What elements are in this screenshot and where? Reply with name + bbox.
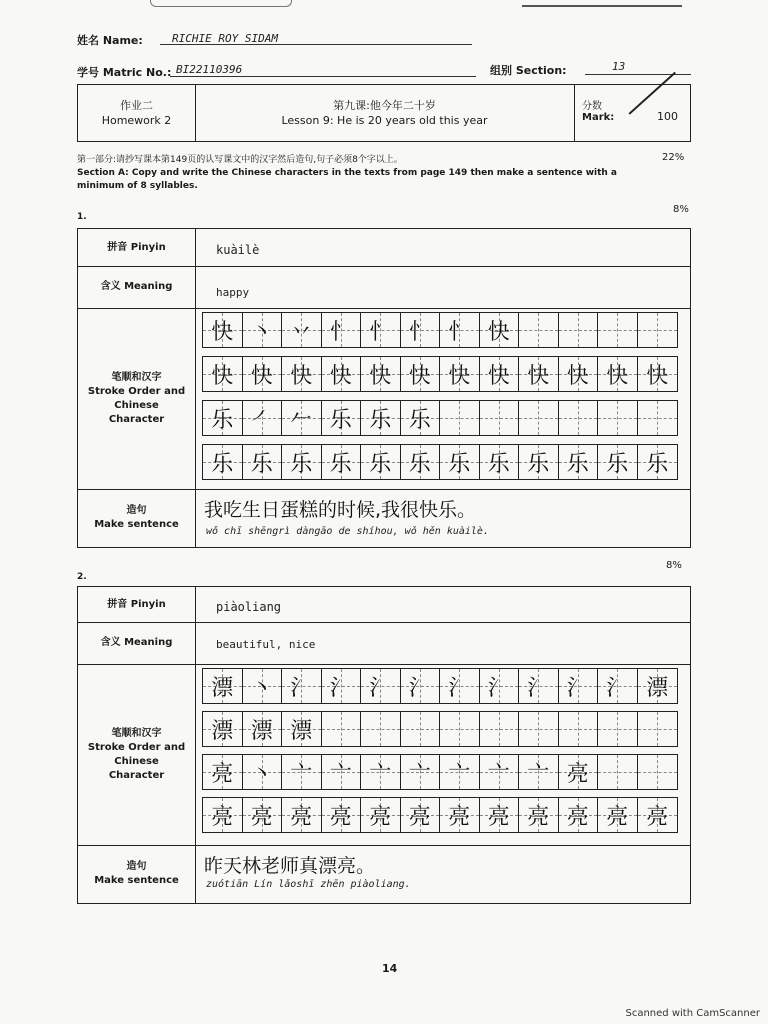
lesson-en: Lesson 9: He is 20 years old this year	[281, 114, 488, 127]
practice-character: 亠	[408, 761, 431, 787]
practice-cell	[243, 755, 283, 789]
practice-cell	[440, 755, 480, 789]
q1-number: 1.	[77, 212, 87, 222]
practice-character: 乐	[448, 451, 471, 477]
practice-character: 忄	[448, 319, 471, 345]
section-underline	[585, 74, 691, 75]
practice-cell	[519, 712, 559, 746]
torn-paper-edge	[150, 0, 292, 7]
q1-grid-row-2	[202, 400, 678, 436]
practice-character: 乐	[329, 451, 352, 477]
q1-meaning-label: 含义 Meaning	[78, 266, 196, 308]
practice-character: 氵	[369, 675, 392, 701]
practice-character: 漂	[290, 718, 313, 744]
q2-meaning-label: 含义 Meaning	[78, 622, 196, 664]
practice-character: 亮	[211, 761, 234, 787]
practice-cell	[440, 357, 480, 391]
practice-character: 氵	[290, 675, 313, 701]
q1-sentence-label	[78, 489, 196, 547]
q2-sentence-pinyin: zuótiān Lín lǎoshī zhēn piàoliang.	[206, 879, 411, 890]
practice-cell	[559, 712, 599, 746]
practice-character: 亮	[408, 804, 431, 830]
q2-stroke-label	[78, 664, 196, 845]
q1-grid-row-3	[202, 444, 678, 480]
practice-character: 乐	[566, 451, 589, 477]
practice-cell	[203, 755, 243, 789]
practice-cell	[361, 669, 401, 703]
practice-cell	[638, 798, 678, 832]
practice-character: 亮	[211, 804, 234, 830]
practice-cell	[203, 401, 243, 435]
q2-sentence-cn: 昨天林老师真漂亮。	[204, 855, 376, 877]
q2-pinyin-value: piàoliang	[216, 600, 282, 614]
practice-cell	[440, 401, 480, 435]
q1-stroke-label	[78, 308, 196, 489]
practice-cell	[361, 313, 401, 347]
mark-en: Mark:	[582, 112, 615, 123]
practice-cell	[322, 712, 362, 746]
q1-meaning-row	[78, 266, 690, 309]
practice-cell	[598, 357, 638, 391]
practice-cell	[282, 712, 322, 746]
practice-character: 忄	[369, 319, 392, 345]
stroke-label-en1: Stroke Order and	[87, 741, 186, 753]
practice-cell	[322, 401, 362, 435]
stroke-label-en2: Chinese	[114, 755, 159, 767]
practice-cell	[480, 401, 520, 435]
sentence-label-en: Make sentence	[94, 519, 179, 530]
practice-cell	[638, 401, 678, 435]
mark-total: 100	[657, 110, 678, 123]
practice-character: 快	[606, 363, 629, 389]
practice-character: 亮	[566, 804, 589, 830]
practice-character: 乐	[211, 407, 234, 433]
practice-character: 氵	[329, 675, 352, 701]
practice-character: 亮	[487, 804, 510, 830]
practice-character: 乐	[408, 451, 431, 477]
practice-character: 忄	[408, 319, 431, 345]
practice-cell	[559, 755, 599, 789]
practice-cell	[638, 445, 678, 479]
practice-character: 亠	[369, 761, 392, 787]
practice-character: 亠	[527, 761, 550, 787]
practice-cell	[480, 798, 520, 832]
mark-cell	[574, 85, 690, 141]
stroke-label-cn: 笔顺和汉字	[111, 727, 162, 739]
matric-underline	[170, 76, 476, 77]
practice-cell	[638, 755, 678, 789]
practice-cell	[282, 357, 322, 391]
q2-meaning-value: beautiful, nice	[216, 638, 316, 651]
practice-character: 快	[566, 363, 589, 389]
practice-cell	[440, 313, 480, 347]
q1-pinyin-row	[78, 229, 690, 267]
practice-cell	[519, 313, 559, 347]
practice-cell	[638, 712, 678, 746]
practice-cell	[282, 401, 322, 435]
lesson-cn: 第九课:他今年二十岁	[333, 99, 436, 112]
practice-character: 氵	[448, 675, 471, 701]
practice-cell	[322, 313, 362, 347]
practice-character: ㇒	[250, 407, 273, 433]
sentence-label-cn: 造句	[126, 505, 147, 516]
practice-cell	[282, 669, 322, 703]
stroke-label-cn: 笔顺和汉字	[111, 371, 162, 383]
practice-character: 乐	[369, 407, 392, 433]
practice-character: 亮	[329, 804, 352, 830]
practice-character: 氵	[487, 675, 510, 701]
practice-character: 乐	[408, 407, 431, 433]
practice-cell	[559, 401, 599, 435]
practice-cell	[361, 445, 401, 479]
q2-stroke-row	[78, 664, 690, 846]
practice-cell	[361, 357, 401, 391]
practice-character: 亮	[606, 804, 629, 830]
practice-cell	[243, 798, 283, 832]
practice-character: 乐	[646, 451, 669, 477]
sentence-label-cn: 造句	[126, 861, 147, 872]
q1-meaning-value: happy	[216, 286, 250, 299]
practice-character: 快	[211, 363, 234, 389]
practice-cell	[440, 798, 480, 832]
practice-cell	[559, 669, 599, 703]
practice-cell	[480, 357, 520, 391]
q1-stroke-row	[78, 308, 690, 490]
practice-cell	[361, 712, 401, 746]
practice-character: 漂	[250, 718, 273, 744]
practice-cell	[322, 755, 362, 789]
practice-character: 漂	[211, 675, 234, 701]
lesson-cell	[195, 85, 575, 141]
q1-pinyin-value: kuàilè	[216, 243, 260, 257]
q2-grid-row-0	[202, 668, 678, 704]
q2-pinyin-row	[78, 587, 690, 623]
practice-cell	[401, 712, 441, 746]
practice-cell	[322, 445, 362, 479]
practice-cell	[282, 798, 322, 832]
matric-label: 学号 Matric No.:	[77, 66, 172, 79]
practice-character: 氵	[527, 675, 550, 701]
practice-cell	[519, 357, 559, 391]
practice-cell	[480, 669, 520, 703]
q2-grid-row-3	[202, 797, 678, 833]
practice-character: 乐	[487, 451, 510, 477]
q2-pinyin-label: 拼音 Pinyin	[78, 587, 196, 622]
practice-character: 漂	[646, 675, 669, 701]
practice-character: 亠	[448, 761, 471, 787]
practice-cell	[203, 313, 243, 347]
practice-cell	[322, 357, 362, 391]
practice-cell	[203, 357, 243, 391]
practice-character: 亮	[527, 804, 550, 830]
practice-cell	[401, 445, 441, 479]
practice-character: 乐	[527, 451, 550, 477]
q2-sentence-label	[78, 845, 196, 903]
practice-cell	[480, 712, 520, 746]
section-label: 组别 Section:	[490, 64, 567, 77]
practice-character: 漂	[211, 718, 234, 744]
practice-cell	[598, 712, 638, 746]
q2-grid-row-1	[202, 711, 678, 747]
q2-sentence-row	[78, 845, 690, 903]
practice-cell	[598, 401, 638, 435]
section-a-cn: 第一部分:请抄写课本第149页的认写课文中的汉字然后造句,句子必须8个字以上。	[77, 155, 403, 165]
q2-grid-row-2	[202, 754, 678, 790]
practice-cell	[203, 445, 243, 479]
practice-character: 乐	[250, 451, 273, 477]
practice-character: 丶	[250, 761, 273, 787]
practice-cell	[203, 798, 243, 832]
practice-cell	[598, 755, 638, 789]
practice-cell	[559, 445, 599, 479]
practice-cell	[401, 755, 441, 789]
practice-character: 快	[290, 363, 313, 389]
practice-cell	[559, 798, 599, 832]
practice-character: 快	[527, 363, 550, 389]
practice-cell	[480, 313, 520, 347]
practice-character: 快	[646, 363, 669, 389]
practice-cell	[440, 712, 480, 746]
practice-character: 快	[369, 363, 392, 389]
practice-character: 快	[448, 363, 471, 389]
practice-cell	[598, 798, 638, 832]
practice-cell	[401, 798, 441, 832]
practice-cell	[282, 445, 322, 479]
practice-cell	[598, 445, 638, 479]
practice-character: 乐	[290, 451, 313, 477]
practice-cell	[361, 401, 401, 435]
practice-cell	[243, 669, 283, 703]
torn-paper-edge-right	[522, 0, 682, 7]
practice-cell	[243, 357, 283, 391]
practice-character: 亮	[448, 804, 471, 830]
section-a-percent: 22%	[662, 152, 685, 163]
practice-character: 丶	[250, 319, 273, 345]
practice-cell	[559, 313, 599, 347]
practice-character: 快	[487, 319, 510, 345]
scanner-watermark: Scanned with CamScanner	[625, 1008, 760, 1019]
practice-cell	[243, 401, 283, 435]
practice-cell	[322, 669, 362, 703]
homework-cn: 作业二	[120, 99, 153, 112]
name-label: 姓名 Name:	[77, 34, 143, 47]
practice-cell	[401, 401, 441, 435]
practice-cell	[203, 669, 243, 703]
q1-sentence-pinyin: wǒ chī shēngrì dàngāo de shíhou, wǒ hěn kuàilè.	[206, 526, 489, 537]
stroke-label-en3: Character	[108, 413, 165, 425]
practice-character: 丶	[250, 675, 273, 701]
q1-grid-row-0	[202, 312, 678, 348]
name-value: RICHIE ROY SIDAM	[172, 32, 278, 45]
practice-cell	[598, 669, 638, 703]
practice-cell	[638, 669, 678, 703]
practice-cell	[361, 755, 401, 789]
practice-cell	[638, 357, 678, 391]
practice-character: 快	[487, 363, 510, 389]
matric-value: BI22110396	[176, 63, 243, 76]
practice-cell	[243, 712, 283, 746]
practice-character: 丷	[290, 319, 313, 345]
practice-character: 亮	[646, 804, 669, 830]
practice-character: 氵	[566, 675, 589, 701]
q2-table	[77, 586, 691, 904]
practice-character: 亮	[250, 804, 273, 830]
practice-character: 亠	[290, 761, 313, 787]
practice-cell	[203, 712, 243, 746]
homework-cell	[78, 85, 196, 141]
homework-en: Homework 2	[101, 114, 172, 127]
practice-character: 快	[329, 363, 352, 389]
practice-character: 氵	[408, 675, 431, 701]
stroke-label-en2: Chinese	[114, 399, 159, 411]
practice-cell	[401, 313, 441, 347]
q1-pinyin-label: 拼音 Pinyin	[78, 229, 196, 266]
sentence-label-en: Make sentence	[94, 875, 179, 886]
section-a-instructions	[77, 154, 667, 193]
practice-cell	[282, 313, 322, 347]
practice-character: 氵	[606, 675, 629, 701]
practice-cell	[519, 401, 559, 435]
practice-cell	[519, 445, 559, 479]
practice-character: 快	[250, 363, 273, 389]
practice-cell	[638, 313, 678, 347]
practice-cell	[440, 445, 480, 479]
practice-cell	[243, 313, 283, 347]
practice-character: 𠂉	[290, 407, 313, 433]
q2-percent: 8%	[666, 560, 682, 571]
practice-cell	[361, 798, 401, 832]
practice-cell	[440, 669, 480, 703]
q1-grid-row-1	[202, 356, 678, 392]
practice-character: 乐	[606, 451, 629, 477]
practice-cell	[598, 313, 638, 347]
practice-character: 忄	[329, 319, 352, 345]
practice-cell	[401, 357, 441, 391]
practice-character: 快	[211, 319, 234, 345]
section-a-en: Section A: Copy and write the Chinese characters in the texts from page 149 then make a sentence with a minimum of 8 syllables.	[77, 168, 618, 191]
mark-cn: 分数	[582, 101, 602, 112]
practice-character: 乐	[211, 451, 234, 477]
mark-divider-slash	[628, 72, 675, 115]
homework-header-box	[77, 84, 691, 142]
page-number: 14	[382, 962, 398, 975]
practice-character: 亠	[329, 761, 352, 787]
practice-cell	[519, 755, 559, 789]
practice-cell	[519, 669, 559, 703]
practice-cell	[401, 669, 441, 703]
practice-character: 亮	[290, 804, 313, 830]
q1-sentence-row	[78, 489, 690, 547]
practice-character: 快	[408, 363, 431, 389]
practice-character: 乐	[329, 407, 352, 433]
q1-sentence-cn: 我吃生日蛋糕的时候,我很快乐。	[204, 499, 477, 521]
stroke-label-en1: Stroke Order and	[87, 385, 186, 397]
stroke-label-en3: Character	[108, 769, 165, 781]
q2-meaning-row	[78, 622, 690, 665]
practice-cell	[519, 798, 559, 832]
q1-percent: 8%	[673, 204, 689, 215]
practice-cell	[322, 798, 362, 832]
practice-character: 亠	[487, 761, 510, 787]
practice-cell	[480, 755, 520, 789]
practice-cell	[243, 445, 283, 479]
practice-character: 亮	[369, 804, 392, 830]
q1-table	[77, 228, 691, 548]
q2-number: 2.	[77, 572, 87, 582]
practice-cell	[559, 357, 599, 391]
practice-character: 亮	[566, 761, 589, 787]
practice-cell	[480, 445, 520, 479]
practice-character: 乐	[369, 451, 392, 477]
practice-cell	[282, 755, 322, 789]
section-value: 13	[612, 60, 626, 73]
